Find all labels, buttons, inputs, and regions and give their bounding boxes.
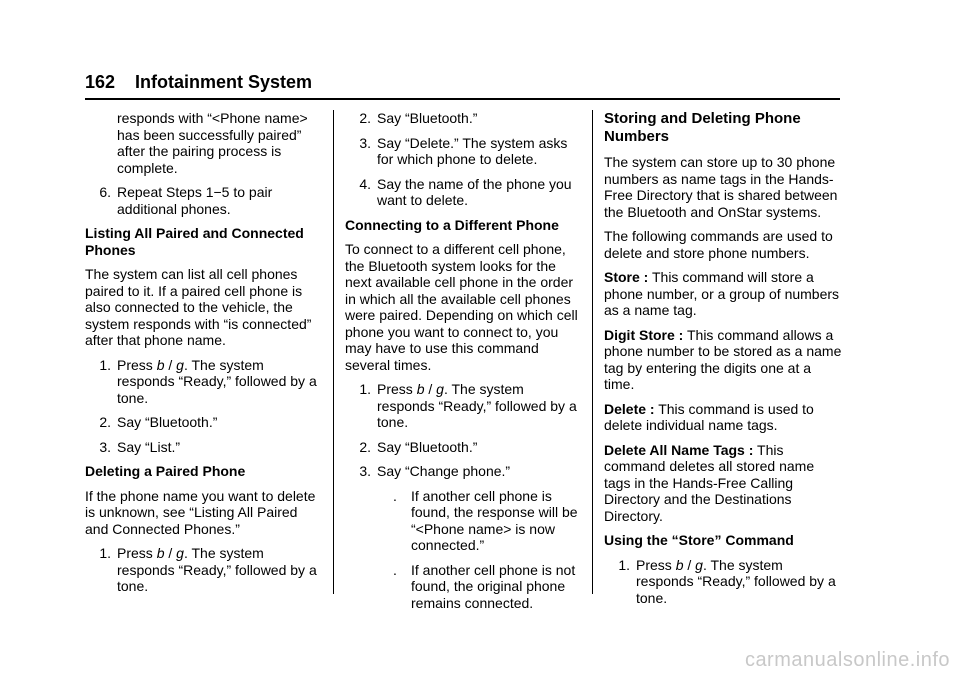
command-definition	[604, 442, 844, 525]
step-text: Say “Change phone.”	[377, 463, 511, 479]
voice-button-icon: g	[176, 356, 184, 373]
step-number: 3.	[99, 438, 111, 455]
list-item	[345, 176, 580, 209]
phone-button-icon: b	[156, 356, 165, 373]
command-term: Delete All Name Tags :	[604, 441, 754, 458]
list-item	[85, 357, 323, 407]
phone-button-icon: b	[416, 381, 425, 397]
command-desc: This command will store a phone number, or a group of numbers as a name tag.	[604, 269, 840, 318]
bullet-mark: .	[393, 561, 397, 578]
list-item	[85, 414, 323, 431]
list-item	[345, 110, 580, 127]
step-number: 2.	[359, 438, 371, 455]
command-term: Delete :	[604, 400, 655, 417]
step-text: Press b / g. The system responds “Ready,” followed by a tone.	[117, 545, 317, 594]
column-divider	[592, 110, 593, 594]
step-text: Say “Bluetooth.”	[377, 438, 478, 455]
step-number: 6.	[99, 184, 111, 200]
step-text: Say “Delete.” The system asks for which phone to delete.	[377, 134, 568, 167]
step-text: Press b / g. The system responds “Ready,” followed by a tone.	[117, 356, 317, 406]
step-number: 2.	[359, 110, 371, 126]
section-title: Infotainment System	[135, 72, 313, 92]
paragraph: The system can list all cell phones paired to it. If a paired cell phone is also connected to the vehicle, the system responds with “is connected” after that phone name.	[85, 266, 312, 348]
subheading: Using the “Store” Command	[604, 532, 794, 548]
watermark: carmanualsonline.info	[744, 649, 950, 671]
phone-button-icon: b	[156, 545, 165, 561]
step-number: 1.	[99, 356, 111, 373]
command-definition	[604, 269, 844, 319]
continued-step-text: responds with “<Phone name> has been successfully paired” after the pairing process is complete.	[117, 110, 308, 176]
step-text: Repeat Steps 1−5 to pair additional phones.	[117, 184, 273, 217]
paragraph: To connect to a different cell phone, the Bluetooth system looks for the next available cell phone in the order in which all the available cell phones were paired. Depending on which cell phone you want to connect to, you may have to use this command several times.	[345, 241, 578, 373]
voice-button-icon: g	[436, 381, 444, 397]
section-heading: Storing and Deleting Phone Numbers	[604, 110, 801, 145]
step-text: Press b / g. The system responds “Ready,” followed by a tone.	[377, 381, 577, 430]
list-item	[604, 557, 844, 607]
command-desc: This command allows a phone number to be stored as a name tag by entering the digits one at a time.	[604, 326, 842, 392]
step-number: 2.	[99, 414, 111, 430]
subheading: Deleting a Paired Phone	[85, 463, 246, 479]
column-1	[85, 110, 323, 603]
step-number: 3.	[359, 134, 371, 151]
step-text: Say “Bluetooth.”	[117, 414, 218, 430]
step-number: 1.	[618, 556, 630, 573]
page-number: 162	[85, 72, 116, 92]
subheading: Connecting to a Different Phone	[345, 216, 559, 233]
bullet-item	[345, 562, 580, 612]
column-2	[345, 110, 580, 619]
subheading: Listing All Paired and Connected Phones	[85, 225, 304, 258]
step-number: 1.	[359, 381, 371, 397]
bullet-text: If another cell phone is found, the response will be “<Phone name> is now connected.”	[411, 487, 578, 553]
voice-button-icon: g	[176, 545, 184, 561]
step-number: 3.	[359, 463, 371, 479]
column-3	[604, 110, 844, 614]
list-item	[85, 439, 323, 456]
paragraph: The following commands are used to delete and store phone numbers.	[604, 228, 833, 261]
paragraph: If the phone name you want to delete is unknown, see “Listing All Paired and Connected Phones.”	[85, 487, 316, 537]
list-item	[85, 545, 323, 595]
header-rule	[85, 98, 840, 100]
command-term: Store :	[604, 269, 649, 285]
step-text: Say “Bluetooth.”	[377, 110, 478, 126]
step-text: Say the name of the phone you want to delete.	[377, 175, 572, 208]
list-item	[345, 439, 580, 456]
command-term: Digit Store :	[604, 326, 684, 343]
bullet-mark: .	[393, 487, 397, 504]
list-item	[345, 135, 580, 168]
list-item	[345, 381, 580, 431]
step-text: Press b / g. The system responds “Ready,” followed by a tone.	[636, 556, 836, 606]
step-text: Say “List.”	[117, 438, 181, 455]
command-desc: This command deletes all stored name tags in the Hands-Free Calling Directory and the Destinations Directory.	[604, 441, 815, 524]
phone-button-icon: b	[675, 556, 684, 573]
command-definition	[604, 401, 844, 434]
step-number: 4.	[359, 175, 371, 192]
step-number: 1.	[99, 545, 111, 561]
paragraph: The system can store up to 30 phone numbers as name tags in the Hands-Free Directory that is shared between the Bluetooth and OnStar systems.	[604, 154, 838, 220]
command-definition	[604, 327, 844, 393]
voice-button-icon: g	[695, 556, 703, 573]
page-header	[85, 70, 840, 100]
bullet-item	[345, 488, 580, 554]
list-item	[345, 463, 580, 480]
list-item	[85, 184, 323, 217]
bullet-text: If another cell phone is not found, the original phone remains connected.	[411, 561, 576, 611]
command-desc: This command is used to delete individual name tags.	[604, 400, 814, 433]
column-divider	[333, 110, 334, 594]
